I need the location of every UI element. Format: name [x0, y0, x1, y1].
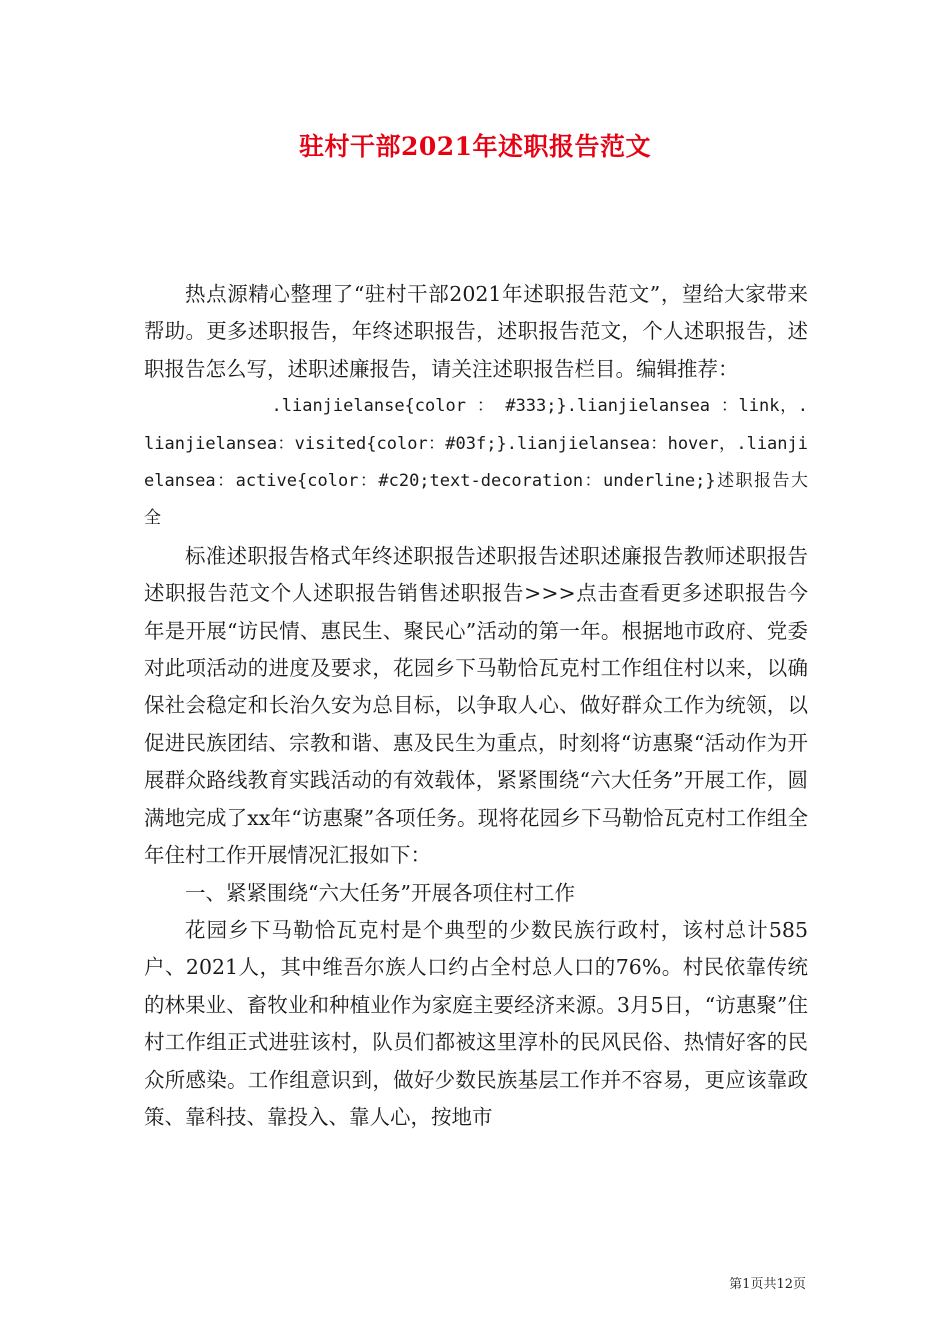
paragraph-village: 花园乡下马勒恰瓦克村是个典型的少数民族行政村，该村总计585户、2021人，其中维吾尔族人口约占全村总人口的76%。村民依靠传统的林果业、畜牧业和种植业作为家庭主要经济来源。3月5日，“访惠聚”住村工作组正式进驻该村，队员们都被这里淳朴的民风民俗、热情好客的民众所感染。工作组意识到，做好少数民族基层工作并不容易，更应该靠政策、靠科技、靠投入、靠人心，按地市 — [144, 917, 808, 1129]
document-body — [144, 276, 808, 1136]
document-title: 驻村干部2021年述职报告范文 — [298, 132, 652, 161]
section-heading: 一、紧紧围绕“六大任务”开展各项住村工作 — [185, 880, 575, 905]
page-number: 第1页共12页 — [729, 1277, 806, 1292]
paragraph-css-code: .lianjielanse{color ： #333;}.lianjielansea ：link，.lianjielansea：visited{color：#03f;}.lianjielansea：hover，.lianjielansea：active{color：#c20;text-decoration：underline;}述职报告大全 — [144, 396, 808, 529]
paragraph-main: 标准述职报告格式年终述职报告述职报告述职述廉报告教师述职报告述职报告范文个人述职报告销售述职报告>>>点击查看更多述职报告今年是开展“访民情、惠民生、聚民心”活动的第一年。根据地市政府、党委对此项活动的进度及要求，花园乡下马勒恰瓦克村工作组住村以来，以确保社会稳定和长治久安为总目标，以争取人心、做好群众工作为统领，以促进民族团结、宗教和谐、惠及民生为重点，时刻将“访惠聚“活动作为开展群众路线教育实践活动的有效载体，紧紧围绕“六大任务”开展工作，圆满地完成了xx年“访惠聚”各项任务。现将花园乡下马勒恰瓦克村工作组全年住村工作开展情况汇报如下： — [144, 543, 808, 868]
paragraph-intro: 热点源精心整理了“驻村干部2021年述职报告范文”，望给大家带来帮助。更多述职报告，年终述职报告，述职报告范文，个人述职报告，述职报告怎么写，述职述廉报告，请关注述职报告栏目。编辑推荐： — [144, 282, 808, 381]
